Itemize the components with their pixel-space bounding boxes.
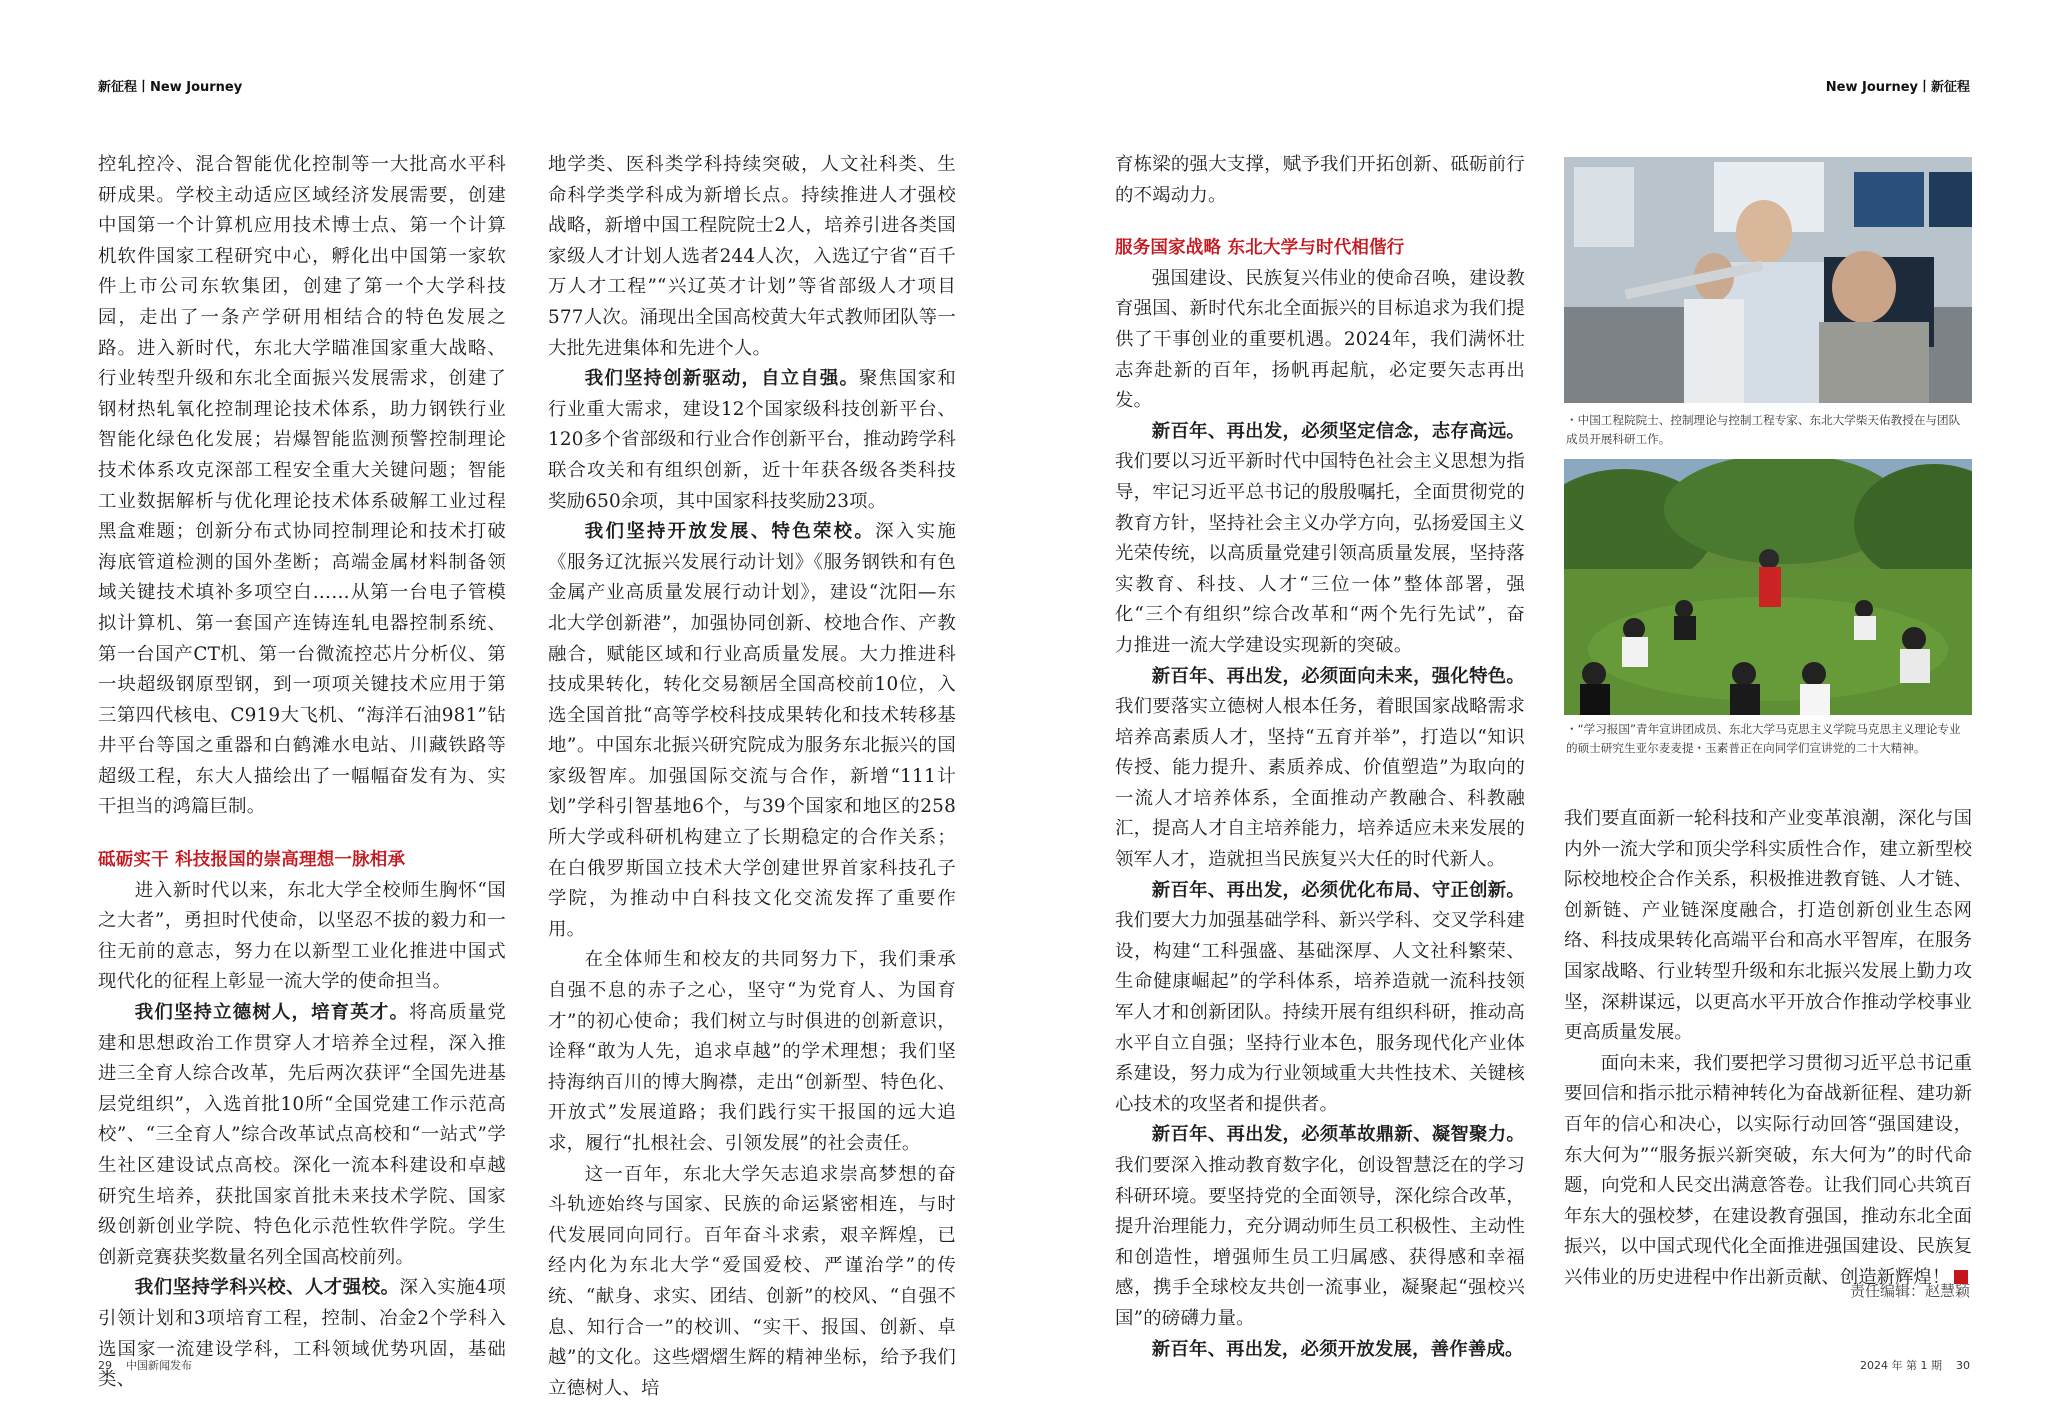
paragraph-body: 面向未来，我们要把学习贯彻习近平总书记重要回信和指示批示精神转化为奋战新征程、建功新百年的信心和决心，以实际行动回答“强国建设，东大何为”“服务振兴新突破，东大何为”的时代命题，向党和人民交出满意答卷。让我们同心共筑百年东大的强校梦，在建设教育强国，推动东北全面振兴，以中国式现代化全面推进强国建设、民族复兴伟业的历史进程中作出新贡献、创造新辉煌！ (1564, 1052, 1972, 1288)
paragraph: 地学类、医科类学科持续突破，人文社科类、生命科学类学科成为新增长点。持续推进人才强校战略，新增中国工程院院士2人，培养引进各类国家级人才计划人选者244人次，入选辽宁省“百千万人才工程”“兴辽英才计划”等省部级人才项目577人次。涌现出全国高校黄大年式教师团队等一大批先进集体和先进个人。 (548, 154, 956, 359)
lead-phrase: 新百年、再出发，必须优化布局、守正创新。 (1151, 879, 1525, 901)
photo-research-lab (1564, 157, 1972, 403)
paragraph (1564, 1049, 1972, 1294)
lead-phrase: 我们坚持学科兴校、人才强校。 (134, 1277, 400, 1299)
paragraph (1115, 662, 1525, 876)
lead-phrase: 新百年、再出发，必须开放发展，善作善成。 (1151, 1338, 1524, 1360)
running-header-right: New Journey丨新征程 (1825, 80, 1970, 95)
photo-lawn-scene (1564, 459, 1972, 715)
lead-phrase: 新百年、再出发，必须面向未来，强化特色。 (1151, 665, 1525, 687)
paragraph (548, 364, 956, 517)
paragraph: 进入新时代以来，东北大学全校师生胸怀“国之大者”，勇担时代使命，以坚忍不拔的毅力和一往无前的意志，努力在以新型工业化推进中国式现代化的征程上彰显一流大学的使命担当。 (98, 879, 506, 993)
lead-phrase: 我们坚持开放发展、特色荣校。 (584, 521, 876, 543)
section-heading: 砥砺实干 科技报国的崇高理想一脉相承 (98, 850, 406, 871)
paragraph-body: 聚焦国家和行业重大需求，建设12个国家级科技创新平台、120多个省部级和行业合作创新平台，推动跨学科联合攻关和有组织创新，近十年获各级各类科技奖励650余项，其中国家科技奖励23项。 (548, 368, 956, 512)
footer-left (98, 1357, 192, 1373)
column-4 (1564, 804, 1972, 1294)
lead-phrase: 我们坚持立德树人，培育英才。 (134, 1002, 410, 1024)
paragraph: 在全体师生和校友的共同努力下，我们秉承自强不息的赤子之心，坚守“为党育人、为国育才”的初心使命；我们树立与时俱进的创新意识，诠释“敢为人先，追求卓越”的学术理想；我们坚持海纳百川的博大胸襟，走出“创新型、特色化、开放式”发展道路；我们践行实干报国的远大追求，履行“扎根社会、引领发展”的社会责任。 (548, 949, 956, 1154)
photo-lab-scene (1564, 157, 1972, 403)
paragraph: 强国建设、民族复兴伟业的使命召唤，建设教育强国、新时代东北全面振兴的目标追求为我们提供了干事创业的重要机遇。2024年，我们满怀壮志奔赴新的百年，扬帆再起航，必定要矢志再出发。 (1115, 267, 1525, 412)
running-header-left: 新征程丨New Journey (98, 80, 243, 95)
paragraph-body: 深入实施《服务辽沈振兴发展行动计划》《服务钢铁和有色金属产业高质量发展行动计划》，建设“沈阳—东北大学创新港”，加强协同创新、校地合作、产教融合，赋能区域和行业高质量发展。大力推进科技成果转化，转化交易额居全国高校前10位，入选全国首批“高等学校科技成果转化和技术转移基地”。中国东北振兴研究院成为服务东北振兴的国家级智库。加强国际交流与合作，新增“111计划”学科引智基地6个，与39个国家和地区的258所大学或科研机构建立了长期稳定的合作关系；在白俄罗斯国立技术大学创建世界首家科技孔子学院，为推动中白科技文化交流发挥了重要作用。 (548, 521, 956, 940)
paragraph-body: 深入实施4项引领计划和3项培育工程，控制、冶金2个学科入选国家一流建设学科，工科领域优势巩固，基础类、 (98, 1277, 506, 1391)
column-3 (1115, 150, 1525, 1365)
paragraph (1115, 1120, 1525, 1334)
photo-caption: ・“学习报国”青年宣讲团成员、东北大学马克思主义学院马克思主义理论专业的硕士研究生亚尔麦麦提・玉素普正在向同学们宣讲党的二十大精神。 (1566, 722, 1961, 755)
paragraph-body: 将高质量党建和思想政治工作贯穿人才培养全过程，深入推进三全育人综合改革，先后两次获评“全国先进基层党组织”，入选首批10所“全国党建工作示范高校”、“三全育人”综合改革试点高校和“一站式”学生社区建设试点高校。深化一流本科建设和卓越研究生培养，获批国家首批未来技术学院、国家级创新创业学院、特色化示范性软件学院。学生创新竞赛获奖数量名列全国高校前列。 (98, 1002, 506, 1268)
publication-name: 中国新闻发布 (126, 1359, 192, 1372)
column-1 (98, 150, 506, 1396)
page-number: 29 (98, 1359, 112, 1372)
paragraph-body: 我们要深入推动教育数字化，创设智慧泛在的学习科研环境。要坚持党的全面领导，深化综合改革，提升治理能力，充分调动师生员工积极性、主动性和创造性，增强师生员工归属感、获得感和幸福感，携手全球校友共创一流事业，凝聚起“强校兴国”的磅礴力量。 (1115, 1155, 1525, 1329)
paragraph (98, 998, 506, 1273)
paragraph: 育栋梁的强大支撑，赋予我们开拓创新、砥砺前行的不竭动力。 (1115, 154, 1525, 206)
paragraph: 控轧控冷、混合智能优化控制等一大批高水平科研成果。学校主动适应区域经济发展需要，创建中国第一个计算机应用技术博士点、第一个计算机软件国家工程研究中心，孵化出中国第一家软件上市公司东软集团，创建了第一个大学科技园，走出了一条产学研用相结合的特色发展之路。进入新时代，东北大学瞄准国家重大战略、行业转型升级和东北全面振兴发展需求，创建了钢材热轧氧化控制理论技术体系，助力钢铁行业智能化绿色化发展；岩爆智能监测预警控制理论技术体系攻克深部工程安全重大关键问题；智能工业数据解析与优化理论技术体系破解工业过程黑盒难题；创新分布式协同控制理论和技术打破海底管道检测的国外垄断；高端金属材料制备领域关键技术填补多项空白……从第一台电子管模拟计算机、第一套国产连铸连轧电器控制系统、第一台国产CT机、第一台微流控芯片分析仪、第一块超级钢原型钢，到一项项关键技术应用于第三第四代核电、C919大飞机、“海洋石油981”钻井平台等国之重器和白鹤滩水电站、川藏铁路等超级工程，东大人描绘出了一幅幅奋发有为、实干担当的鸿篇巨制。 (98, 154, 506, 818)
paragraph (548, 517, 956, 945)
photo-campus-lawn (1564, 459, 1972, 715)
lead-phrase: 我们坚持创新驱动，自立自强。 (584, 368, 860, 390)
section-heading: 服务国家战略 东北大学与时代相偕行 (1115, 238, 1405, 259)
lead-phrase: 新百年、再出发，必须坚定信念，志存高远。 (1151, 420, 1525, 442)
lead-phrase: 新百年、再出发，必须革故鼎新、凝智聚力。 (1151, 1124, 1525, 1146)
page-number: 30 (1956, 1359, 1970, 1372)
responsible-editor: 责任编辑：赵慧颖 (1849, 1282, 1970, 1300)
footer-right (1860, 1357, 1970, 1373)
paragraph-body: 我们要以习近平新时代中国特色社会主义思想为指导，牢记习近平总书记的殷殷嘱托，全面贯彻党的教育方针，坚持社会主义办学方向，弘扬爱国主义光荣传统，以高质量党建引领高质量发展，坚持落实教育、科技、人才“三位一体”整体部署，强化“三个有组织”综合改革和“两个先行先试”，奋力推进一流大学建设实现新的突破。 (1115, 451, 1525, 656)
paragraph: 这一百年，东北大学矢志追求崇高梦想的奋斗轨迹始终与国家、民族的命运紧密相连，与时代发展同向同行。百年奋斗求索，艰辛辉煌，已经内化为东北大学“爱国爱校、严谨治学”的传统、“献身、求实、团结、创新”的校风、“自强不息、知行合一”的校训、“实干、报国、创新、卓越”的文化。这些熠熠生辉的精神坐标，给予我们立德树人、培 (548, 1163, 956, 1399)
paragraph (1115, 876, 1525, 1121)
paragraph: 我们要直面新一轮科技和产业变革浪潮，深化与国内外一流大学和顶尖学科实质性合作，建立新型校际校地校企合作关系，积极推进教育链、人才链、创新链、产业链深度融合，打造创新创业生态网络、科技成果转化高端平台和高水平智库，在服务国家战略、行业转型升级和东北振兴发展上勤力攻坚，深耕谋远，以更高水平开放合作推动学校事业更高质量发展。 (1564, 808, 1972, 1044)
paragraph (98, 1273, 506, 1395)
paragraph-body: 我们要大力加强基础学科、新兴学科、交叉学科建设，构建“工科强盛、基础深厚、人文社科繁荣、生命健康崛起”的学科体系，培养造就一流科技领军人才和创新团队。持续开展有组织科研，推动高水平自立自强；坚持行业本色，服务现代化产业体系建设，努力成为行业领域重大共性技术、关键核心技术的攻坚者和提供者。 (1115, 910, 1525, 1115)
issue-label: 2024 年 第 1 期 (1860, 1359, 1942, 1372)
column-2 (548, 150, 956, 1404)
paragraph (1115, 417, 1525, 662)
paragraph (1115, 1335, 1525, 1366)
photo-caption: ・中国工程院院士、控制理论与控制工程专家、东北大学柴天佑教授在与团队成员开展科研工作。 (1566, 413, 1961, 446)
paragraph-body: 我们要落实立德树人根本任务，着眼国家战略需求培养高素质人才，坚持“五育并举”，打造以“知识传授、能力提升、素质养成、价值塑造”为取向的一流人才培养体系，全面推动产教融合、科教融汇，提高人才自主培养能力，培养适应未来发展的领军人才，造就担当民族复兴大任的时代新人。 (1115, 696, 1525, 871)
